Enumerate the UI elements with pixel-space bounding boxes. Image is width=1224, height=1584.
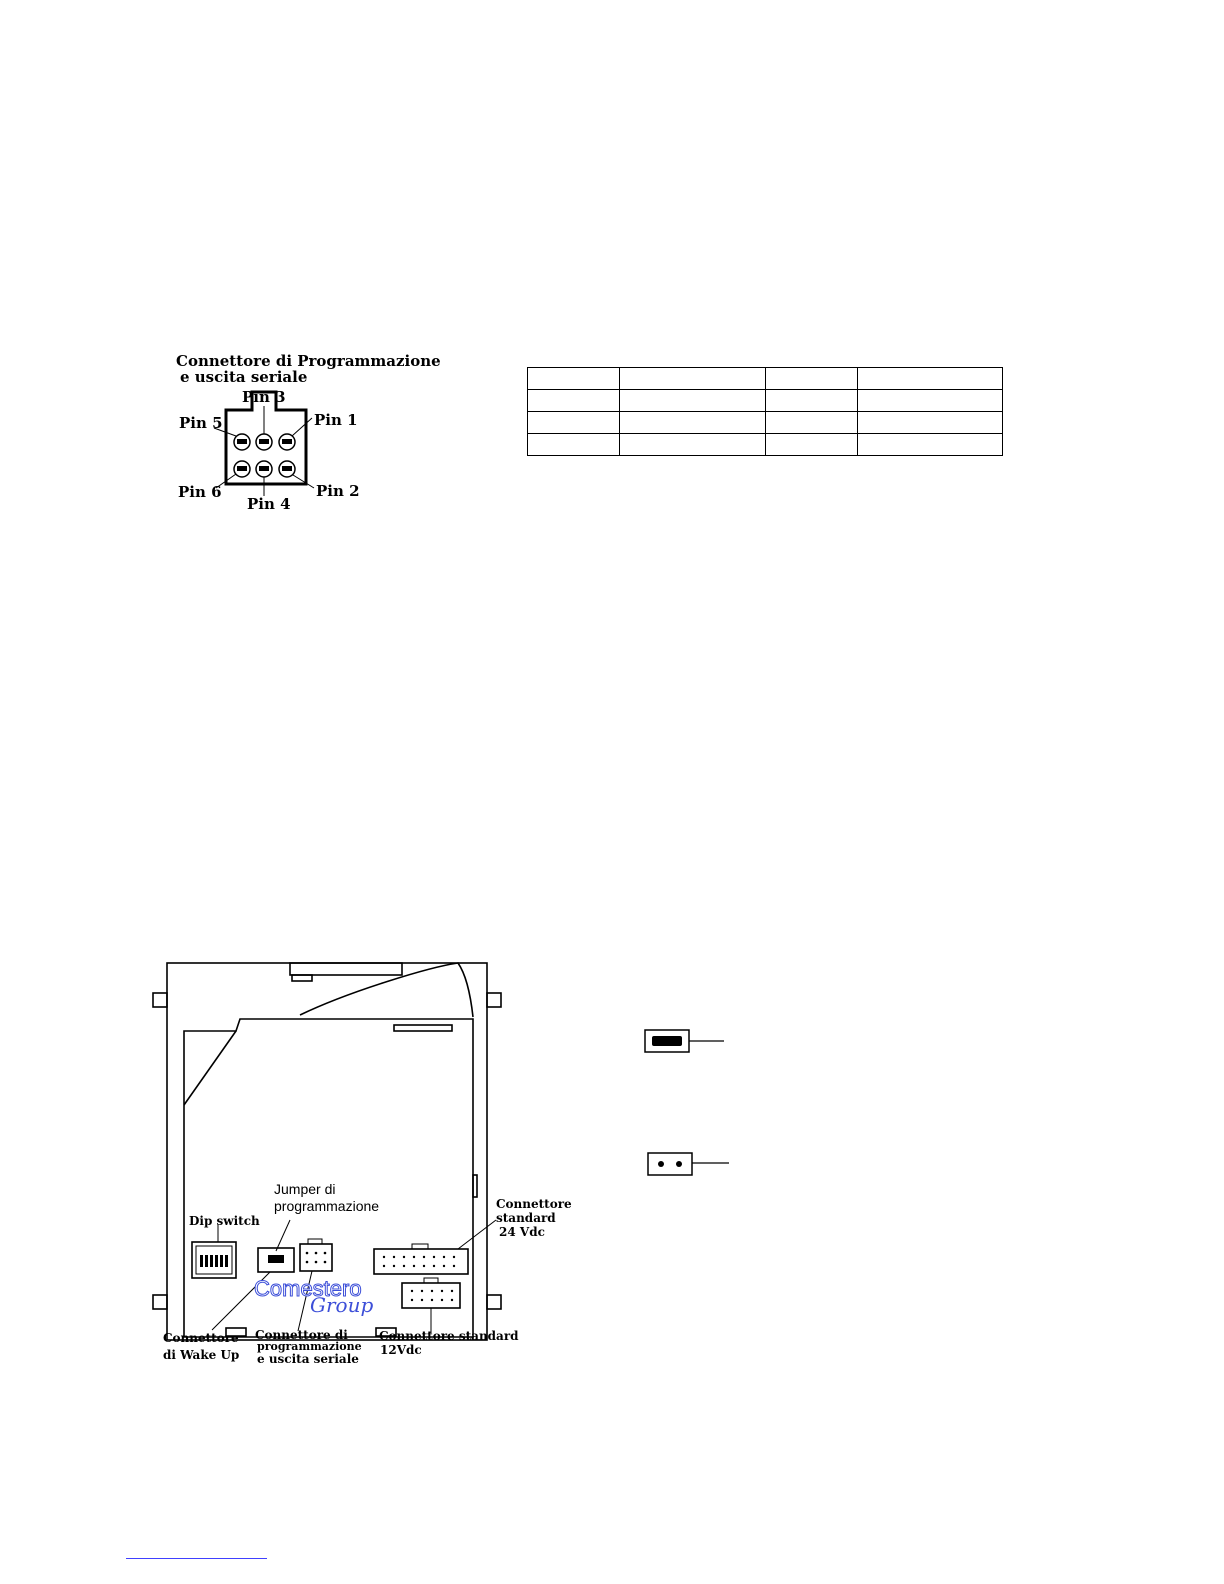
table-cell [528,368,620,390]
table-cell [620,434,766,456]
jumper-open-icon [643,1148,733,1178]
table-row [528,390,1003,412]
label-std12-line2: 12Vdc [380,1343,422,1357]
table-cell [766,368,858,390]
table-cell [858,434,1003,456]
label-std24-line2: standard [496,1211,556,1225]
table-row [528,434,1003,456]
pin-label-1: Pin 1 [314,411,358,429]
table-cell [766,434,858,456]
pin-label-6: Pin 6 [178,483,222,501]
table-cell [620,368,766,390]
label-std12-line1: Connettore standard [379,1329,519,1343]
label-jumper-line1: Jumper di [274,1181,336,1197]
table-cell [528,390,620,412]
comestero-logo-script: Group [310,1293,374,1317]
table-row [528,368,1003,390]
table-row [528,412,1003,434]
table-cell [766,390,858,412]
board-diagram [140,955,572,1375]
label-prog-line1: Connettore di [255,1328,348,1342]
pin-label-5: Pin 5 [179,414,223,432]
table-cell [858,390,1003,412]
table-cell [620,390,766,412]
pin-label-3: Pin 3 [242,388,286,406]
label-wake-line2: di Wake Up [163,1348,240,1362]
label-std24-line3: 24 Vdc [499,1225,545,1239]
label-std24-line1: Connettore [496,1197,572,1211]
table-cell [620,412,766,434]
connector-title-line2: e uscita seriale [180,368,308,386]
connector-title-line1: Connettore di Programmazione [176,352,441,370]
pin-label-2: Pin 2 [316,482,360,500]
label-dip-switch: Dip switch [189,1214,260,1228]
table-cell [858,412,1003,434]
table-cell [528,434,620,456]
label-prog-line3: e uscita seriale [257,1352,359,1366]
label-jumper-line2: programmazione [274,1198,380,1214]
comestero-logo: Comestero [254,1276,362,1301]
jumper-closed-icon [640,1026,730,1056]
programming-connector-diagram [170,348,470,518]
label-wake-line1: Connettore [163,1331,239,1345]
table-cell [858,368,1003,390]
pin-table [527,367,1003,456]
label-prog-line2: programmazione [257,1340,362,1353]
footnote-rule [126,1558,267,1559]
table-cell [528,412,620,434]
table-cell [766,412,858,434]
pin-label-4: Pin 4 [247,495,291,513]
